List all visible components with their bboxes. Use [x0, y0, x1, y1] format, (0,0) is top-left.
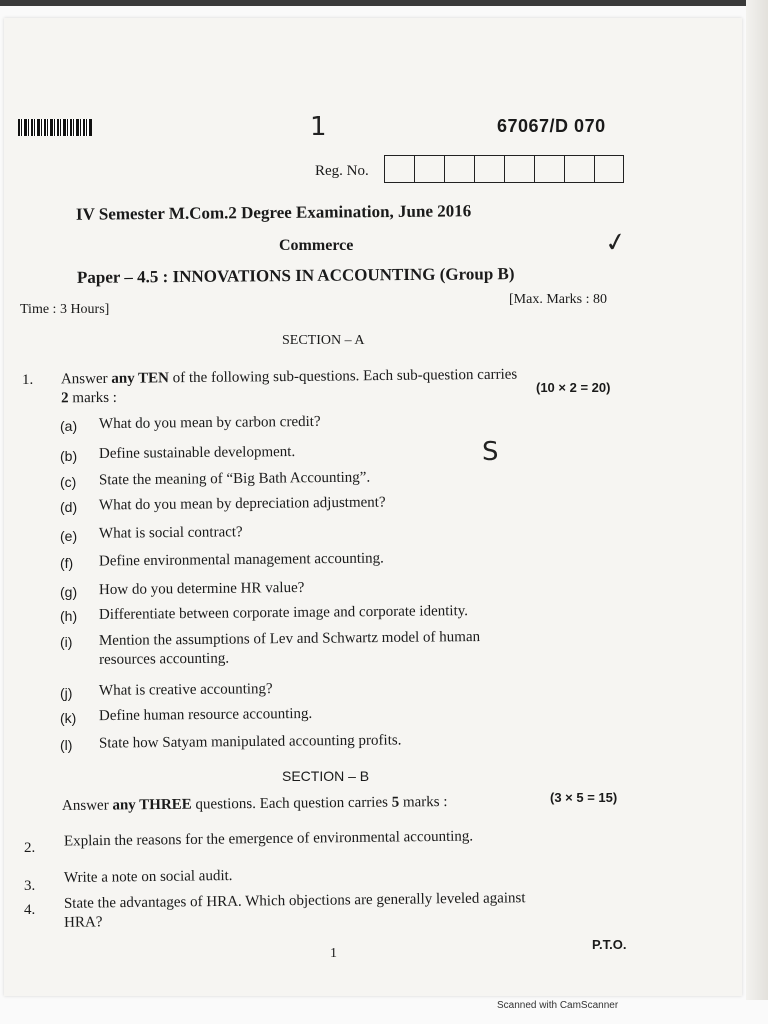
sub-question-letter: (c) — [60, 474, 77, 490]
instruction-text: Answer — [61, 797, 113, 815]
question-line: Write a note on social audit. — [63, 867, 233, 887]
paper-code: 67067/D 070 — [497, 116, 606, 136]
sub-question-letter: (d) — [60, 499, 78, 515]
instruction-text: questions. Each question carries — [191, 794, 392, 813]
sub-question-line: Define environmental management accounting. — [98, 550, 384, 570]
sub-question-line: Define human resource accounting. — [98, 705, 313, 725]
reg-no-box — [534, 155, 564, 183]
sub-question-text — [99, 579, 305, 600]
paper-title: Paper – 4.5 : INNOVATIONS IN ACCOUNTING (Group B) — [76, 264, 515, 287]
sub-question-line: What is social contract? — [98, 524, 243, 542]
sub-question-letter: (g) — [60, 584, 78, 600]
instruction-text: of the following sub-questions. Each sub-question carries — [168, 366, 518, 387]
reg-no-label: Reg. No. — [315, 163, 369, 179]
handwritten-margin-mark: S — [482, 437, 499, 467]
question-line: HRA? — [64, 914, 103, 931]
sub-question-letter: (a) — [60, 418, 78, 434]
sub-question-letter: (f) — [60, 555, 74, 571]
scanner-watermark: Scanned with CamScanner — [497, 1000, 619, 1011]
question-text — [64, 867, 233, 888]
sub-question-line: resources accounting. — [99, 650, 230, 668]
sub-question-text — [99, 680, 273, 701]
reg-no-box — [444, 155, 474, 183]
sub-question-text — [99, 550, 384, 572]
exam-subject: Commerce — [279, 237, 354, 254]
instruction-emphasis: 5 — [391, 794, 400, 811]
reg-no-boxes — [384, 155, 624, 183]
sub-question-text — [99, 705, 312, 726]
sub-question-letter: (j) — [60, 685, 73, 701]
sub-question-line: Differentiate between corporate image and corporate identity. — [98, 603, 469, 623]
reg-no-box — [414, 155, 444, 183]
sub-question-line: What is creative accounting? — [98, 681, 273, 699]
question-number: 2. — [24, 840, 36, 856]
question-line: Explain the reasons for the emergence of environmental accounting. — [63, 828, 474, 850]
section-a-instruction — [61, 366, 518, 409]
sub-question-line: State how Satyam manipulated accounting profits. — [98, 732, 402, 752]
sub-question-letter: (h) — [60, 608, 78, 624]
sub-question-letter: (b) — [60, 448, 78, 464]
question-line: State the advantages of HRA. Which objections are generally leveled against — [63, 890, 526, 912]
sub-question-letter: (l) — [60, 737, 73, 753]
question-number: 3. — [24, 878, 36, 894]
sub-question-letter: (i) — [60, 634, 73, 650]
instruction-emphasis: any THREE — [112, 796, 192, 814]
page-number: 1 — [330, 946, 337, 961]
sub-question-text — [99, 628, 481, 670]
sub-question-line: State the meaning of “Big Bath Accounting”. — [98, 469, 371, 489]
sub-question-line: What do you mean by carbon credit? — [98, 413, 321, 433]
sub-question-text — [99, 602, 468, 625]
handwritten-tick-mark: ✓ — [602, 226, 630, 260]
sub-question-text — [99, 469, 370, 491]
reg-no-box — [504, 155, 534, 183]
question-number: 1. — [22, 372, 34, 388]
instruction-text: marks : — [68, 389, 118, 407]
sub-question-line: What do you mean by depreciation adjustment? — [98, 494, 386, 514]
scan-top-edge — [0, 0, 768, 6]
reg-no-box — [474, 155, 504, 183]
instruction-text: Answer — [60, 370, 112, 388]
barcode — [18, 119, 92, 136]
sub-question-text — [99, 443, 295, 464]
instruction-text: marks : — [399, 793, 448, 811]
sub-question-text — [99, 413, 321, 434]
exam-title: IV Semester M.Com.2 Degree Examination, June 2016 — [75, 201, 472, 224]
pto-label: P.T.O. — [592, 937, 627, 952]
sub-question-line: How do you determine HR value? — [98, 579, 305, 599]
question-text — [64, 889, 526, 933]
sub-question-letter: (e) — [60, 528, 78, 544]
sub-question-line: Define sustainable development. — [98, 443, 296, 463]
instruction-emphasis: any TEN — [111, 370, 170, 387]
max-marks: [Max. Marks : 80 — [509, 292, 607, 307]
reg-no-box — [594, 155, 624, 183]
sub-question-text — [99, 731, 402, 753]
section-a-heading: SECTION – A — [282, 333, 365, 348]
question-number: 4. — [24, 902, 36, 918]
reg-no-box — [384, 155, 414, 183]
reg-no-box — [564, 155, 594, 183]
paper-stack-edge — [746, 0, 768, 1000]
sub-question-line: Mention the assumptions of Lev and Schwartz model of human — [98, 629, 481, 649]
section-a-marks: (10 × 2 = 20) — [536, 380, 611, 395]
handwritten-number-mark: 1 — [310, 112, 327, 142]
sub-question-letter: (k) — [60, 710, 77, 726]
time-allowed: Time : 3 Hours] — [20, 302, 110, 317]
sub-question-text — [99, 523, 243, 544]
section-b-marks: (3 × 5 = 15) — [550, 790, 618, 805]
section-b-heading: SECTION – B — [282, 768, 370, 784]
instruction-emphasis: 2 — [61, 390, 69, 407]
sub-question-text — [99, 494, 386, 516]
